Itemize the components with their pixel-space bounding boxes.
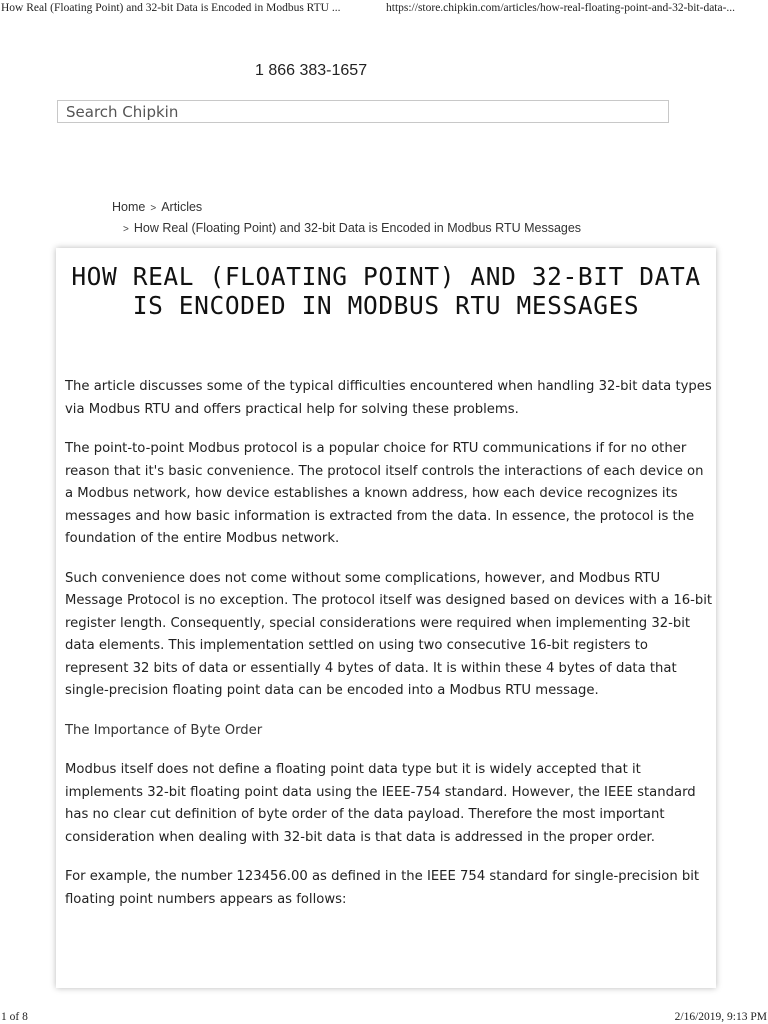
breadcrumb-separator: > (123, 224, 129, 235)
phone-number[interactable]: 1 866 383-1657 (255, 62, 368, 79)
article-body (65, 376, 713, 928)
print-header-url: https://store.chipkin.com/articles/how-real-floating-point-and-32-bit-data-... (386, 2, 736, 14)
breadcrumb-home-link[interactable]: Home (112, 200, 146, 214)
breadcrumb-separator: > (150, 203, 157, 214)
print-footer (0, 1008, 768, 1024)
search-input[interactable] (57, 100, 669, 123)
article-subheading-byte-order: The Importance of Byte Order (65, 722, 263, 738)
print-header-title: How Real (Floating Point) and 32-bit Data is Encoded in Modbus RTU ... (1, 2, 341, 14)
breadcrumb-row-2 (118, 221, 581, 235)
article-card (56, 248, 716, 988)
breadcrumb-articles-link[interactable]: Articles (161, 200, 203, 214)
print-datetime: 2/16/2019, 9:13 PM (674, 1011, 767, 1023)
article-title: HOW REAL (FLOATING POINT) AND 32-BIT DATA IS ENCODED IN MODBUS RTU MESSAGES (71, 262, 701, 320)
breadcrumb-row-1 (112, 200, 202, 214)
breadcrumb-current-link[interactable]: How Real (Floating Point) and 32-bit Data is Encoded in Modbus RTU Messages (133, 221, 582, 235)
article-paragraph-example: For example, the number 123456.00 as defined in the IEEE 754 standard for single-precision bit floating point numbers appears as follows: (65, 869, 700, 907)
article-paragraph-intro: The article discusses some of the typical difficulties encountered when handling 32-bit data types via Modbus RTU and offers practical help for solving these problems. (65, 379, 712, 417)
print-header (0, 0, 768, 18)
article-paragraph-ieee: Modbus itself does not define a floating point data type but it is widely accepted that it implements 32-bit floating point data using the IEEE-754 standard. However, the IEEE standard has no clear cut definition of byte order of the data payload. Therefore the most important consideration when dealing with 32-bit data is that data is addressed in the proper order. (65, 762, 696, 845)
article-paragraph-complications: Such convenience does not come without some complications, however, and Modbus RTU Message Protocol is no exception. The protocol itself was designed based on devices with a 16-bit register length. Consequently, special considerations were required when implementing 32-bit data elements. This implementation settled on using two consecutive 16-bit registers to represent 32 bits of data or essentially 4 bytes of data. It is within these 4 bytes of data that single-precision floating point data can be encoded into a Modbus RTU message. (65, 570, 713, 698)
page-number: 1 of 8 (1, 1011, 28, 1023)
article-paragraph-protocol: The point-to-point Modbus protocol is a popular choice for RTU communications if for no other reason that it's basic convenience. The protocol itself controls the interactions of each device on a Modbus network, how device establishes a known address, how each device recognizes its messages and how basic information is extracted from the data. In essence, the protocol is the foundation of the entire Modbus network. (65, 441, 704, 546)
